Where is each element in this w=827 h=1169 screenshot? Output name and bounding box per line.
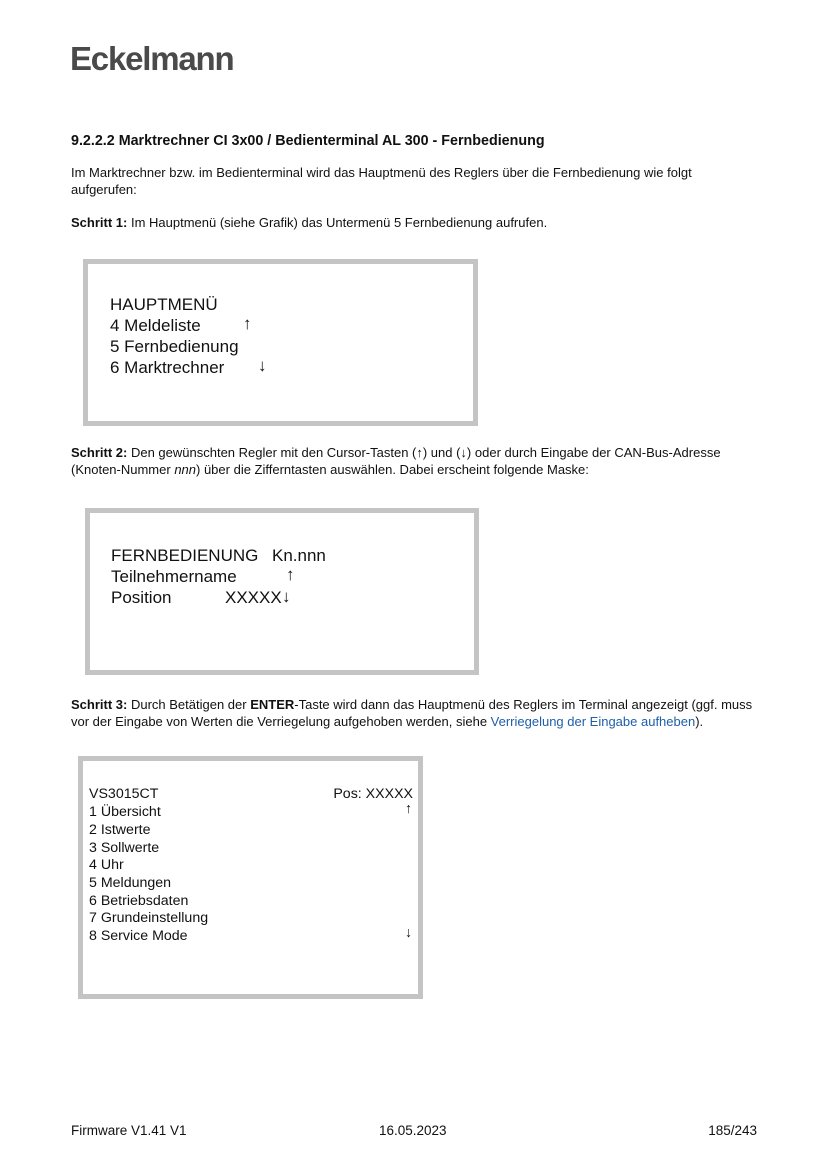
screen3-position: Pos: XXXXX	[333, 786, 413, 802]
step3-text-b: -Taste wird dann das Hauptmenü des Reglers im Terminal angezeigt (ggf. muss vor der Eingabe von Werten die Verriegelung aufgehoben werden, siehe	[71, 697, 753, 729]
step2-paragraph	[71, 444, 761, 478]
screen1-line-fernbedienung: 5 Fernbedienung	[110, 337, 239, 356]
screen3-item-grundeinstellung: 7 Grundeinstellung	[89, 910, 209, 926]
step3-text-a: Durch Betätigen der	[127, 697, 251, 712]
step3-enter: ENTER	[250, 697, 295, 712]
step3-paragraph	[71, 696, 761, 730]
arrow-down-icon: ↓	[404, 925, 412, 941]
screen2-title: FERNBEDIENUNG	[111, 546, 259, 565]
step2-text-a: Den gewünschten Regler mit den Cursor-Tasten (↑) und (↓) oder durch Eingabe der CAN-Bus-Adresse (Knoten-Nummer	[71, 445, 721, 477]
footer-date: 16.05.2023	[379, 1123, 447, 1138]
arrow-down-icon: ↓	[258, 356, 267, 375]
step3-text-c: ).	[695, 714, 704, 729]
step1-paragraph	[71, 214, 761, 231]
screen3-item-service-mode: 8 Service Mode	[89, 928, 188, 944]
screen3-item-meldungen: 5 Meldungen	[89, 875, 172, 891]
step2-text-b: ) über die Zifferntasten auswählen. Dabei erscheint folgende Maske:	[196, 462, 589, 477]
screen-fernbedienung	[85, 508, 479, 675]
screen2-node: Kn.nnn	[272, 546, 326, 565]
intro-paragraph: Im Marktrechner bzw. im Bedienterminal wird das Hauptmenü des Reglers über die Fernbedienung wie folgt aufgerufen:	[71, 165, 692, 197]
screen1-title: HAUPTMENÜ	[110, 295, 218, 314]
section-heading: 9.2.2.2 Marktrechner CI 3x00 / Bedienterminal AL 300 - Fernbedienung	[71, 133, 545, 149]
arrow-up-icon: ↑	[404, 801, 412, 817]
screen3-title: VS3015CT	[89, 786, 159, 802]
screen-regler-menu	[78, 756, 423, 999]
step1-label: Schritt 1:	[71, 215, 128, 230]
screen2-line-position: Position	[111, 588, 172, 607]
eckelmann-logo: Eckelmann	[70, 40, 234, 77]
screen3-item-uebersicht: 1 Übersicht	[89, 804, 161, 820]
step2-label: Schritt 2:	[71, 445, 128, 460]
step2-italic: nnn	[174, 462, 197, 477]
verriegelung-link[interactable]: Verriegelung der Eingabe aufheben	[490, 714, 696, 729]
step3-label: Schritt 3:	[71, 697, 128, 712]
step1-text: Im Hauptmenü (siehe Grafik) das Untermenü 5 Fernbedienung aufrufen.	[127, 215, 548, 230]
screen-main-menu	[83, 259, 478, 426]
screen3-item-betriebsdaten: 6 Betriebsdaten	[89, 893, 189, 909]
screen1-line-marktrechner: 6 Marktrechner	[110, 358, 225, 377]
arrow-up-icon: ↑	[286, 565, 295, 584]
footer-firmware: Firmware V1.41 V1	[71, 1123, 187, 1138]
screen3-item-sollwerte: 3 Sollwerte	[89, 840, 160, 856]
screen2-line-teilnehmername: Teilnehmername	[111, 567, 237, 586]
screen3-item-istwerte: 2 Istwerte	[89, 822, 151, 838]
screen2-position-value: XXXXX	[225, 588, 282, 607]
screen1-line-meldeliste: 4 Meldeliste	[110, 316, 201, 335]
footer-page-number: 185/243	[708, 1123, 757, 1138]
arrow-down-icon: ↓	[282, 587, 291, 606]
screen3-item-uhr: 4 Uhr	[89, 857, 124, 873]
arrow-up-icon: ↑	[243, 314, 252, 333]
